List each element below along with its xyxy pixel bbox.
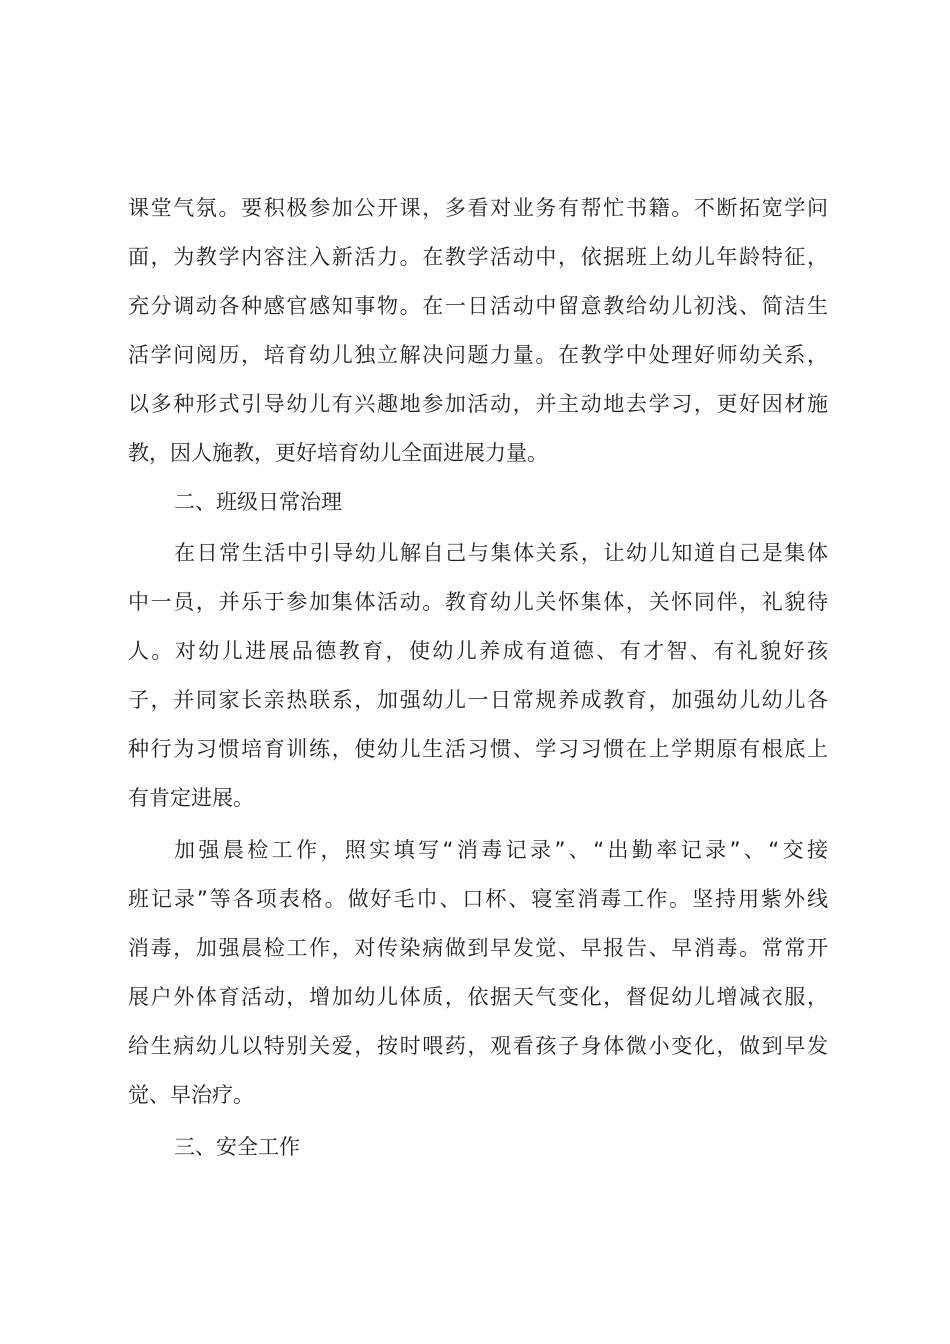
paragraph-line: 课堂气氛。要积极参加公开课，多看对业务有帮忙书籍。不断拓宽学问 xyxy=(128,196,828,220)
paragraph-line: 班记录”等各项表格。做好毛巾、口杯、寝室消毒工作。坚持用紫外线 xyxy=(128,887,828,911)
paragraph-line: 有肯定进展。 xyxy=(128,786,254,810)
paragraph-line: 子，并同家长亲热联系，加强幼儿一日常规养成教育，加强幼儿幼儿各 xyxy=(128,688,828,712)
paragraph-line: 人。对幼儿进展品德教育，使幼儿养成有道德、有才智、有礼貌好孩 xyxy=(128,639,828,663)
paragraph-line: 加强晨检工作，照实填写“消毒记录”、“出勤率记录”、“交接 xyxy=(174,838,828,862)
paragraph-line: 在日常生活中引导幼儿解自己与集体关系，让幼儿知道自己是集体 xyxy=(174,541,828,565)
paragraph-line: 面，为教学内容注入新活力。在教学活动中，依据班上幼儿年龄特征， xyxy=(128,245,828,269)
paragraph-line: 给生病幼儿以特别关爱，按时喂药，观看孩子身体微小变化，做到早发 xyxy=(128,1034,828,1058)
paragraph-line: 以多种形式引导幼儿有兴趣地参加活动，并主动地去学习，更好因材施 xyxy=(128,392,828,416)
paragraph-line: 觉、早治疗。 xyxy=(128,1083,254,1107)
paragraph-line: 消毒，加强晨检工作，对传染病做到早发觉、早报告、早消毒。常常开 xyxy=(128,936,828,960)
paragraph-line: 充分调动各种感官感知事物。在一日活动中留意教给幼儿初浅、简洁生 xyxy=(128,294,828,318)
paragraph-line: 种行为习惯培育训练，使幼儿生活习惯、学习习惯在上学期原有根底上 xyxy=(128,737,828,761)
paragraph-line: 中一员，并乐于参加集体活动。教育幼儿关怀集体，关怀同伴，礼貌待 xyxy=(128,590,828,614)
paragraph-line: 展户外体育活动，增加幼儿体质，依据天气变化，督促幼儿增减衣服， xyxy=(128,985,828,1009)
section-heading: 三、安全工作 xyxy=(174,1135,300,1159)
paragraph-line: 教，因人施教，更好培育幼儿全面进展力量。 xyxy=(128,441,548,465)
section-heading: 二、班级日常治理 xyxy=(174,490,342,514)
paragraph-line: 活学问阅历，培育幼儿独立解决问题力量。在教学中处理好师幼关系， xyxy=(128,343,828,367)
